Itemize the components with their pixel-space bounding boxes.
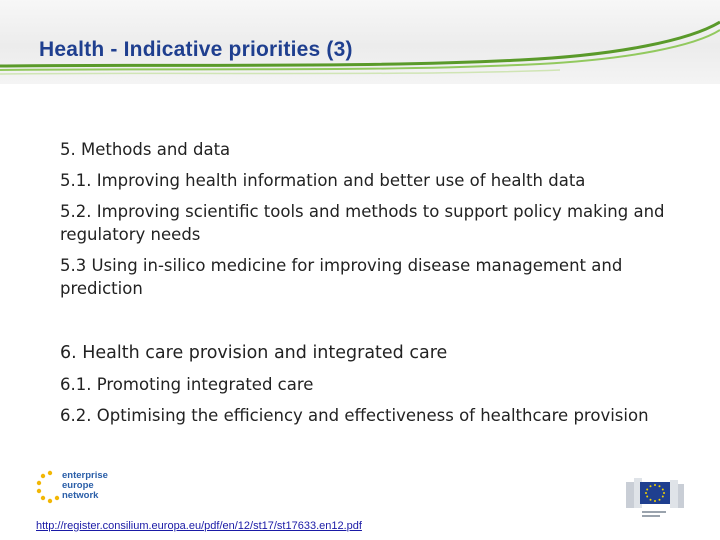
list-item: 6.2. Optimising the efficiency and effectiveness of healthcare provision	[60, 406, 649, 425]
list-item: 5.1. Improving health information and better use of health data	[60, 171, 586, 190]
content-list	[60, 138, 700, 435]
european-commission-logo-icon	[626, 472, 686, 522]
een-logo-text: enterprise europe network	[62, 470, 108, 501]
source-link[interactable]: http://register.consilium.europa.eu/pdf/en/12/st17/st17633.en12.pdf	[36, 520, 362, 532]
page-title: Health - Indicative priorities (3)	[39, 38, 353, 61]
list-item: 5. Methods and data	[60, 140, 231, 159]
list-item: 6. Health care provision and integrated care	[60, 343, 448, 363]
een-star-icon	[34, 468, 64, 506]
list-item: 6.1. Promoting integrated care	[60, 375, 314, 394]
list-item: 5.3 Using in-silico medicine for improving disease management and prediction	[60, 256, 623, 298]
list-item: 5.2. Improving scientific tools and methods to support policy making and regulatory needs	[60, 202, 665, 244]
